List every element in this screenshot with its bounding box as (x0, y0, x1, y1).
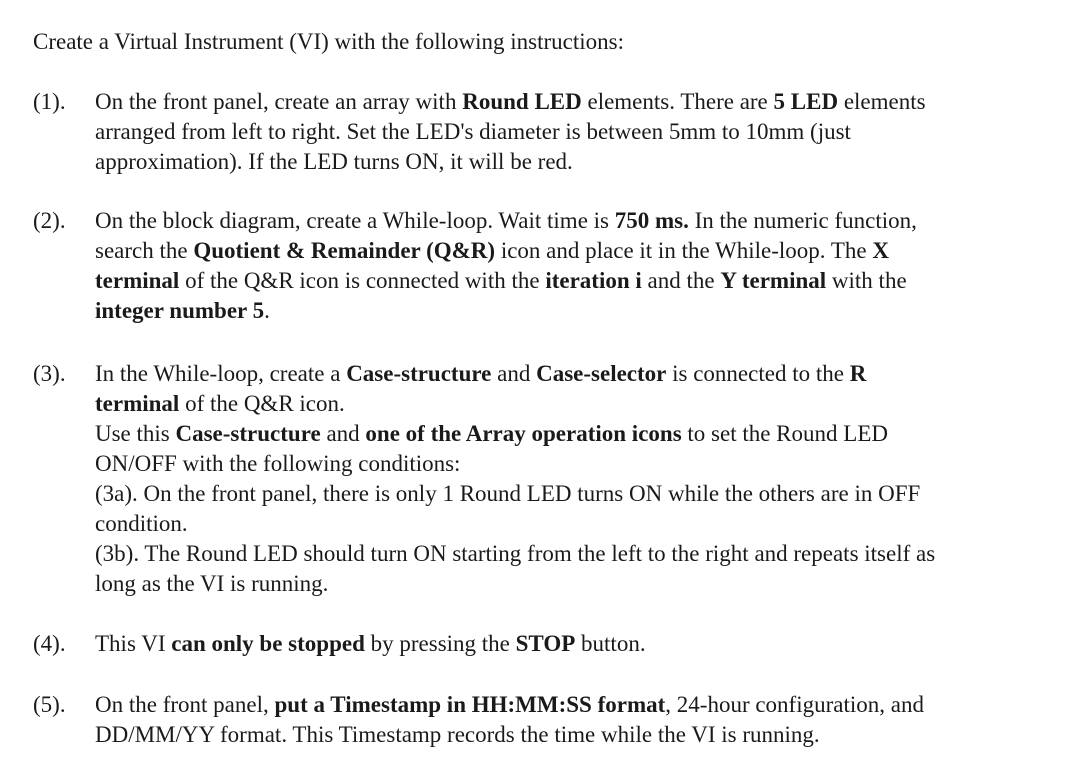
bold-text: terminal (95, 268, 180, 293)
text-run: with the (826, 268, 907, 293)
bold-text: one of the Array operation icons (365, 421, 682, 446)
item-text (95, 87, 1075, 177)
text-line (95, 629, 1075, 659)
bold-text: 5 LED (773, 89, 839, 114)
text-run: , 24-hour configuration, and (665, 692, 924, 717)
item-text (95, 629, 1075, 659)
bold-text: 750 ms. (614, 208, 689, 233)
text-run: Use this (95, 421, 176, 446)
bold-text: put a Timestamp in HH:MM:SS format (274, 692, 666, 717)
text-run: elements (838, 89, 926, 114)
item-text (95, 359, 1075, 599)
text-line (95, 449, 1075, 479)
bold-text: X (872, 238, 889, 263)
text-line (95, 147, 1075, 177)
text-line (95, 359, 1075, 389)
bold-text: can only be stopped (171, 631, 365, 656)
text-run: search the (95, 238, 194, 263)
text-line (95, 720, 1075, 750)
text-line (95, 117, 1075, 147)
text-run: to set the Round LED (681, 421, 888, 446)
text-run: button. (575, 631, 646, 656)
bold-text: Round LED (462, 89, 582, 114)
item-number: (4). (33, 631, 66, 656)
text-run: On the block diagram, create a While-loop. Wait time is (95, 208, 615, 233)
text-run: . (264, 298, 270, 323)
bold-text: iteration i (545, 268, 642, 293)
text-line (95, 419, 1075, 449)
text-line (95, 266, 1075, 296)
text-run: by pressing the (364, 631, 516, 656)
item-text (95, 690, 1075, 750)
text-run: is connected to the (666, 361, 850, 386)
text-line (95, 87, 1075, 117)
item-number: (3). (33, 361, 66, 386)
text-run: arranged from left to right. Set the LED's diameter is between 5mm to 10mm (just (95, 119, 851, 144)
text-run: and (491, 361, 537, 386)
item-number: (5). (33, 692, 66, 717)
bold-text: Y terminal (720, 268, 827, 293)
item-text (95, 206, 1075, 326)
text-run: In the While-loop, create a (95, 361, 347, 386)
bold-text: R (849, 361, 867, 386)
text-line (95, 296, 1075, 326)
text-run: On the front panel, (95, 692, 275, 717)
bold-text: Case-selector (536, 361, 667, 386)
bold-text: Quotient & Remainder (Q&R) (193, 238, 496, 263)
text-line (95, 236, 1075, 266)
bold-text: Case-structure (346, 361, 492, 386)
text-line (95, 509, 1075, 539)
bold-text: integer number 5 (95, 298, 265, 323)
text-run: (3a). On the front panel, there is only 1 Round LED turns ON while the others are in OFF (95, 481, 921, 506)
text-line (95, 479, 1075, 509)
text-run: (3b). The Round LED should turn ON starting from the left to the right and repeats itself as (95, 541, 936, 566)
text-run: and (320, 421, 366, 446)
text-run: icon and place it in the While-loop. The (495, 238, 873, 263)
bold-text: STOP (515, 631, 576, 656)
text-run: elements. There are (581, 89, 774, 114)
text-run: This VI (95, 631, 172, 656)
text-run: long as the VI is running. (95, 571, 329, 596)
text-run: ON/OFF with the following conditions: (95, 451, 461, 476)
intro-heading: Create a Virtual Instrument (VI) with the following instructions: (33, 29, 624, 54)
bold-text: Case-structure (175, 421, 321, 446)
text-line (95, 389, 1075, 419)
item-number: (1). (33, 89, 66, 114)
text-run: DD/MM/YY format. This Timestamp records the time while the VI is running. (95, 722, 820, 747)
text-run: In the numeric function, (688, 208, 917, 233)
item-number: (2). (33, 208, 66, 233)
text-run: and the (641, 268, 721, 293)
text-line (95, 569, 1075, 599)
text-line (95, 539, 1075, 569)
text-run: condition. (95, 511, 188, 536)
text-run: of the Q&R icon is connected with the (179, 268, 546, 293)
text-run: On the front panel, create an array with (95, 89, 463, 114)
text-run: approximation). If the LED turns ON, it will be red. (95, 149, 573, 174)
text-line (95, 206, 1075, 236)
text-line (95, 690, 1075, 720)
text-run: of the Q&R icon. (179, 391, 345, 416)
bold-text: terminal (95, 391, 180, 416)
